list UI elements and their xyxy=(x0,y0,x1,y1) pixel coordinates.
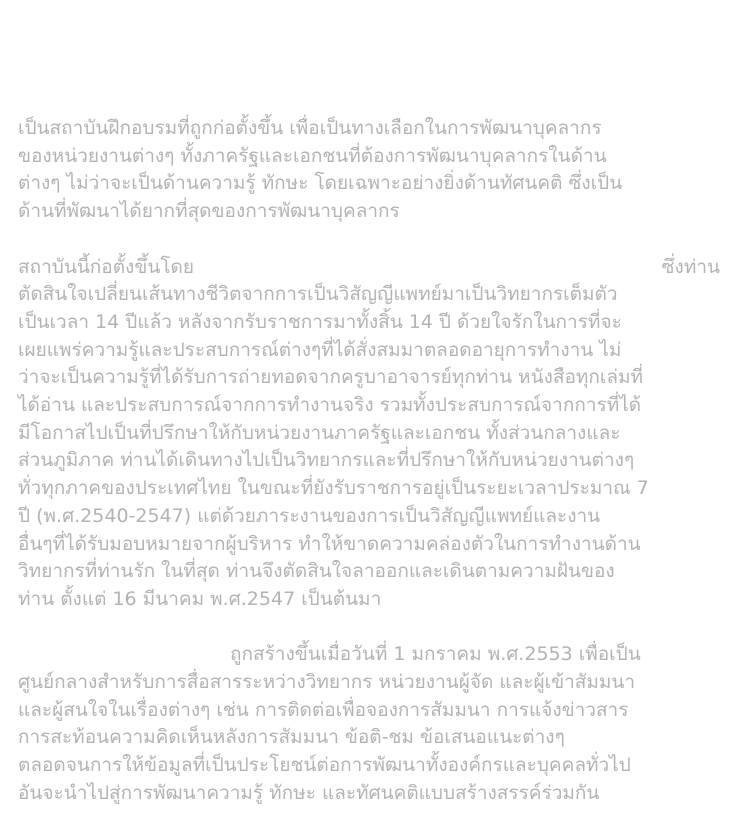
text-line: ถูกสร้างขึ้นเมื่อวันที่ 1 มกราคม พ.ศ.2553 เพื่อเป็น xyxy=(230,643,641,666)
text-line: ท่าน ตั้งแต่ 16 มีนาคม พ.ศ.2547 เป็นต้นมา xyxy=(18,587,382,610)
text-line: และผู้สนใจในเรื่องต่างๆ เช่น การติดต่อเพื่อจองการสัมมนา การแจ้งข่าวสาร xyxy=(18,698,629,721)
text-line: เป็นสถาบันฝึกอบรมที่ถูกก่อตั้งขึ้น เพื่อเป็นทางเลือกในการพัฒนาบุคลากร xyxy=(18,117,602,139)
text-line: ศูนย์กลางสำหรับการสื่อสารระหว่างวิทยากร หน่วยงานผู้จัด และผู้เข้าสัมมนา xyxy=(18,671,636,694)
founder-first-line xyxy=(18,254,720,282)
text-line: ได้อ่าน และประสบการณ์จากการทำงานจริง รวมทั้งประสบการณ์จากการที่ได้ xyxy=(18,394,642,417)
text-line: มีโอกาสไปเป็นที่ปรึกษาให้กับหน่วยงานภาครัฐและเอกชน ทั้งส่วนกลางและ xyxy=(18,421,621,444)
text-line: ว่าจะเป็นความรู้ที่ได้รับการถ่ายทอดจากครูบาอาจารย์ทุกท่าน หนังสือทุกเล่มที่ xyxy=(18,366,644,389)
paragraph-spacer xyxy=(18,614,720,642)
text-fragment: สถาบันนี้ก่อตั้งขึ้นโดย xyxy=(18,255,194,278)
text-line: ทั่วทุกภาคของประเทศไทย ในขณะที่ยังรับราชการอยู่เป็นระยะเวลาประมาณ 7 xyxy=(18,477,649,500)
paragraph-website-purpose xyxy=(18,641,720,807)
paragraph-spacer xyxy=(18,226,720,254)
article-body xyxy=(18,115,720,808)
text-line: เป็นเวลา 14 ปีแล้ว หลังจากรับราชการมาทั้งสิ้น 14 ปี ด้วยใจรักในการที่จะ xyxy=(18,310,622,333)
text-line: ของหน่วยงานต่างๆ ทั้งภาครัฐและเอกชนที่ต้องการพัฒนาบุคลากรในด้าน xyxy=(18,144,607,167)
text-line: ตัดสินใจเปลี่ยนเส้นทางชีวิตจากการเป็นวิสัญญีแพทย์มาเป็นวิทยากรเต็มตัว xyxy=(18,283,618,306)
paragraph-founder-history xyxy=(18,254,720,614)
text-line: ส่วนภูมิภาค ท่านได้เดินทางไปเป็นวิทยากรและที่ปรึกษาให้กับหน่วยงานต่างๆ xyxy=(18,449,635,472)
text-line: อันจะนำไปสู่การพัฒนาความรู้ ทักษะ และทัศนคติแบบสร้างสรรค์ร่วมกัน xyxy=(18,781,600,804)
text-line: อื่นๆที่ได้รับมอบหมายจากผู้บริหาร ทำให้ขาดความคล่องตัวในการทำงานด้าน xyxy=(18,532,641,555)
paragraph-institute-intro xyxy=(18,115,720,226)
text-line: การสะท้อนความคิดเห็นหลังการสัมมนา ข้อติ-ชม ข้อเสนอแนะต่างๆ xyxy=(18,726,565,749)
text-line: ต่างๆ ไม่ว่าจะเป็นด้านความรู้ ทักษะ โดยเฉพาะอย่างยิ่งด้านทัศนคติ ซึ่งเป็น xyxy=(18,172,623,195)
text-line: ตลอดจนการให้ข้อมูลที่เป็นประโยชน์ต่อการพัฒนาทั้งองค์กรและบุคคลทั่วไป xyxy=(18,754,631,777)
text-line: ปี (พ.ศ.2540-2547) แต่ด้วยภาระงานของการเป็นวิสัญญีแพทย์และงาน xyxy=(18,504,601,527)
text-line: เผยแพร่ความรู้และประสบการณ์ต่างๆที่ได้สั่งสมมาตลอดอายุการทำงาน ไม่ xyxy=(18,338,622,361)
text-fragment: ซึ่งท่าน xyxy=(661,255,720,278)
text-line: ด้านที่พัฒนาได้ยากที่สุดของการพัฒนาบุคลากร xyxy=(18,200,400,223)
text-line: วิทยากรที่ท่านรัก ในที่สุด ท่านจึงตัดสินใจลาออกและเดินตามความฝันของ xyxy=(18,560,615,583)
